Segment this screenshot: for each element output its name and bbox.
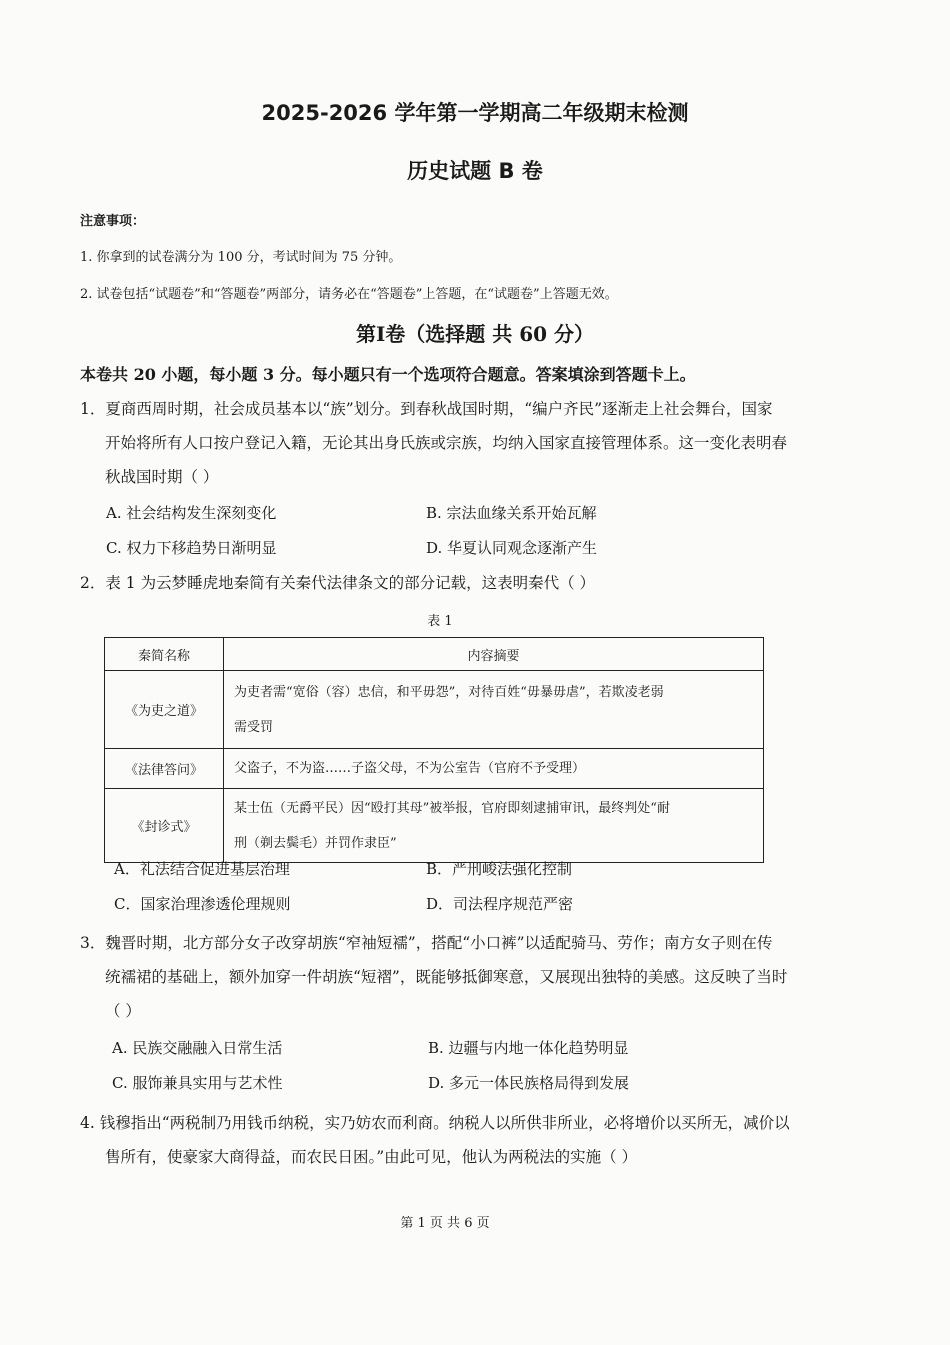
q3-option-d[interactable]: D. 多元一体民族格局得到发展	[428, 1074, 630, 1092]
table-cell-line: 父盗子，不为盗……子盗父母，不为公室告（官府不予受理）	[234, 761, 586, 776]
table-cell-line: 需受罚	[234, 719, 274, 735]
table-cell-line: 刑（剃去鬓毛）并罚作隶臣”	[234, 835, 397, 851]
q1-option-a[interactable]: A. 社会结构发生深刻变化	[106, 504, 277, 522]
table-header-row	[105, 638, 764, 671]
table-cell-content	[224, 789, 764, 863]
table-cell-content	[224, 749, 764, 789]
q2-option-b[interactable]: B．严刑峻法强化控制	[426, 860, 573, 878]
exam-subtitle: 历史试题 B 卷	[407, 159, 543, 183]
q3-option-b[interactable]: B. 边疆与内地一体化趋势明显	[428, 1039, 629, 1057]
question-3-line: 统襦裙的基础上，额外加穿一件胡族“短褶”，既能够抵御寒意，又展现出独特的美感。这反映了当时	[105, 968, 788, 986]
question-4	[80, 1106, 790, 1174]
page-footer: 第 1 页 共 6 页	[400, 1216, 490, 1231]
notice-item-1: 1. 你拿到的试卷满分为 100 分，考试时间为 75 分钟。	[80, 250, 402, 265]
section-title: 第Ⅰ卷（选择题 共 60 分）	[355, 322, 595, 346]
question-4-line: 4. 钱穆指出“两税制乃用钱币纳税，实乃妨农而利商。纳税人以所供非所业，必将增价以买所无，减价以	[80, 1114, 790, 1132]
question-1-line: 秋战国时期（ ）	[105, 468, 219, 486]
notice-item-2: 2. 试卷包括“试题卷”和“答题卷”两部分，请务必在“答题卷”上答题，在“试题卷”上答题无效。	[80, 287, 618, 302]
q3-option-a[interactable]: A. 民族交融融入日常生活	[112, 1039, 283, 1057]
q1-option-b[interactable]: B. 宗法血缘关系开始瓦解	[426, 504, 597, 522]
table-cell-name: 《封诊式》	[105, 789, 224, 863]
question-3-line: （ ）	[105, 1002, 141, 1020]
question-4-line: 售所有，使豪家大商得益，而农民日困。”由此可见，他认为两税法的实施（ ）	[105, 1148, 638, 1166]
q1-option-d[interactable]: D. 华夏认同观念逐渐产生	[426, 539, 598, 557]
section-instruction: 本卷共 20 小题，每小题 3 分。每小题只有一个选项符合题意。答案填涂到答题卡上。	[80, 365, 696, 384]
table-cell-content	[224, 671, 764, 749]
question-2: 2．表 1 为云梦睡虎地秦简有关秦代法律条文的部分记载，这表明秦代（ ）	[80, 574, 596, 592]
table-cell-line: 为吏者需“宽俗（容）忠信，和平毋怨”，对待百姓“毋暴毋虐”，若欺凌老弱	[234, 684, 664, 700]
q3-option-c[interactable]: C. 服饰兼具实用与艺术性	[112, 1074, 283, 1092]
table-caption: 表 1	[427, 614, 453, 629]
table-cell-name: 《为吏之道》	[105, 671, 224, 749]
question-1-line: 1．夏商西周时期，社会成员基本以“族”划分。到春秋战国时期，“编户齐民”逐渐走上社会舞台，国家	[80, 400, 773, 418]
q2-option-c[interactable]: C．国家治理渗透伦理规则	[114, 895, 291, 913]
q2-option-d[interactable]: D．司法程序规范严密	[426, 895, 574, 913]
table-row	[105, 789, 764, 863]
table-cell-line: 某士伍（无爵平民）因“殴打其母”被举报，官府即刻逮捕审讯，最终判处“耐	[234, 800, 670, 816]
question-3	[80, 926, 787, 1028]
table-cell-name: 《法律答问》	[105, 749, 224, 789]
table-header-cell: 内容摘要	[224, 638, 764, 671]
exam-title: 2025-2026 学年第一学期高二年级期末检测	[261, 101, 689, 125]
notice-heading: 注意事项：	[80, 214, 146, 229]
q2-option-a[interactable]: A．礼法结合促进基层治理	[114, 860, 290, 878]
table-row	[105, 671, 764, 749]
table-row	[105, 749, 764, 789]
question-1	[80, 392, 787, 494]
question-1-line: 开始将所有人口按户登记入籍，无论其出身氏族或宗族，均纳入国家直接管理体系。这一变化表明春	[105, 434, 788, 452]
question-3-line: 3．魏晋时期，北方部分女子改穿胡族“窄袖短襦”，搭配“小口裤”以适配骑马、劳作；南方女子则在传	[80, 934, 773, 952]
table-header-cell: 秦简名称	[105, 638, 224, 671]
qin-law-table	[104, 637, 764, 863]
q1-option-c[interactable]: C. 权力下移趋势日渐明显	[106, 539, 277, 557]
